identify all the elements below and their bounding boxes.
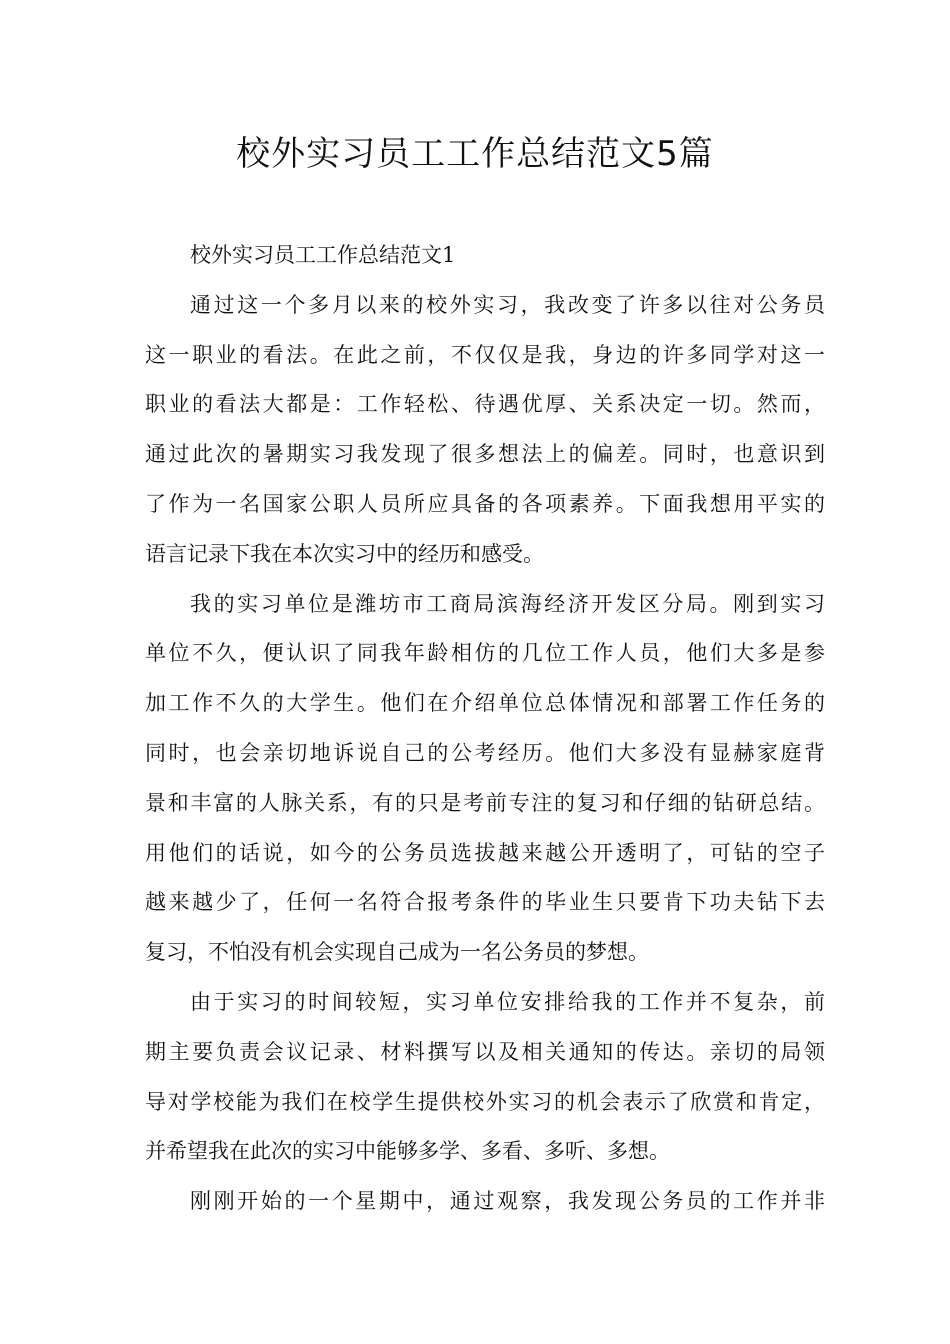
paragraph-line: 并希望我在此次的实习中能够多学、多看、多听、多想。 <box>145 1139 670 1164</box>
paragraph-line: 导对学校能为我们在校学生提供校外实习的机会表示了欣赏和肯定， <box>145 1089 825 1114</box>
paragraph-line: 期主要负责会议记录、材料撰写以及相关通知的传达。亲切的局领 <box>145 1039 825 1064</box>
paragraph-line: 用他们的话说，如今的公务员选拔越来越公开透明了，可钻的空子 <box>145 840 825 865</box>
paragraph-line: 同时，也会亲切地诉说自己的公考经历。他们大多没有显赫家庭背 <box>145 740 825 765</box>
section-heading: 校外实习员工工作总结范文1 <box>190 243 456 267</box>
paragraph-line: 语言记录下我在本次实习中的经历和感受。 <box>145 541 544 566</box>
paragraph-line: 由于实习的时间较短，实习单位安排给我的工作并不复杂，前 <box>190 989 825 1014</box>
paragraph-line: 这一职业的看法。在此之前，不仅仅是我，身边的许多同学对这一 <box>145 342 825 367</box>
paragraph-line: 通过此次的暑期实习我发现了很多想法上的偏差。同时，也意识到 <box>145 442 825 467</box>
paragraph-line: 越来越少了，任何一名符合报考条件的毕业生只要肯下功夫钻下去 <box>145 890 825 915</box>
paragraph-line: 加工作不久的大学生。他们在介绍单位总体情况和部署工作任务的 <box>145 691 825 716</box>
paragraph-line: 职业的看法大都是：工作轻松、待遇优厚、关系决定一切。然而， <box>145 392 825 417</box>
document-title: 校外实习员工工作总结范文5篇 <box>236 134 714 174</box>
paragraph-line: 复习，不怕没有机会实现自己成为一名公务员的梦想。 <box>145 940 649 965</box>
paragraph-line: 通过这一个多月以来的校外实习，我改变了许多以往对公务员 <box>190 292 825 317</box>
paragraph-line: 单位不久，便认识了同我年龄相仿的几位工作人员，他们大多是参 <box>145 641 825 666</box>
paragraph-line: 我的实习单位是潍坊市工商局滨海经济开发区分局。刚到实习 <box>190 591 825 616</box>
paragraph-line: 了作为一名国家公职人员所应具备的各项素养。下面我想用平实的 <box>145 491 825 516</box>
document-body <box>145 231 825 1227</box>
paragraph-line: 刚刚开始的一个星期中，通过观察，我发现公务员的工作并非 <box>190 1189 825 1214</box>
paragraph-line: 景和丰富的人脉关系，有的只是考前专注的复习和仔细的钻研总结。 <box>145 790 825 815</box>
